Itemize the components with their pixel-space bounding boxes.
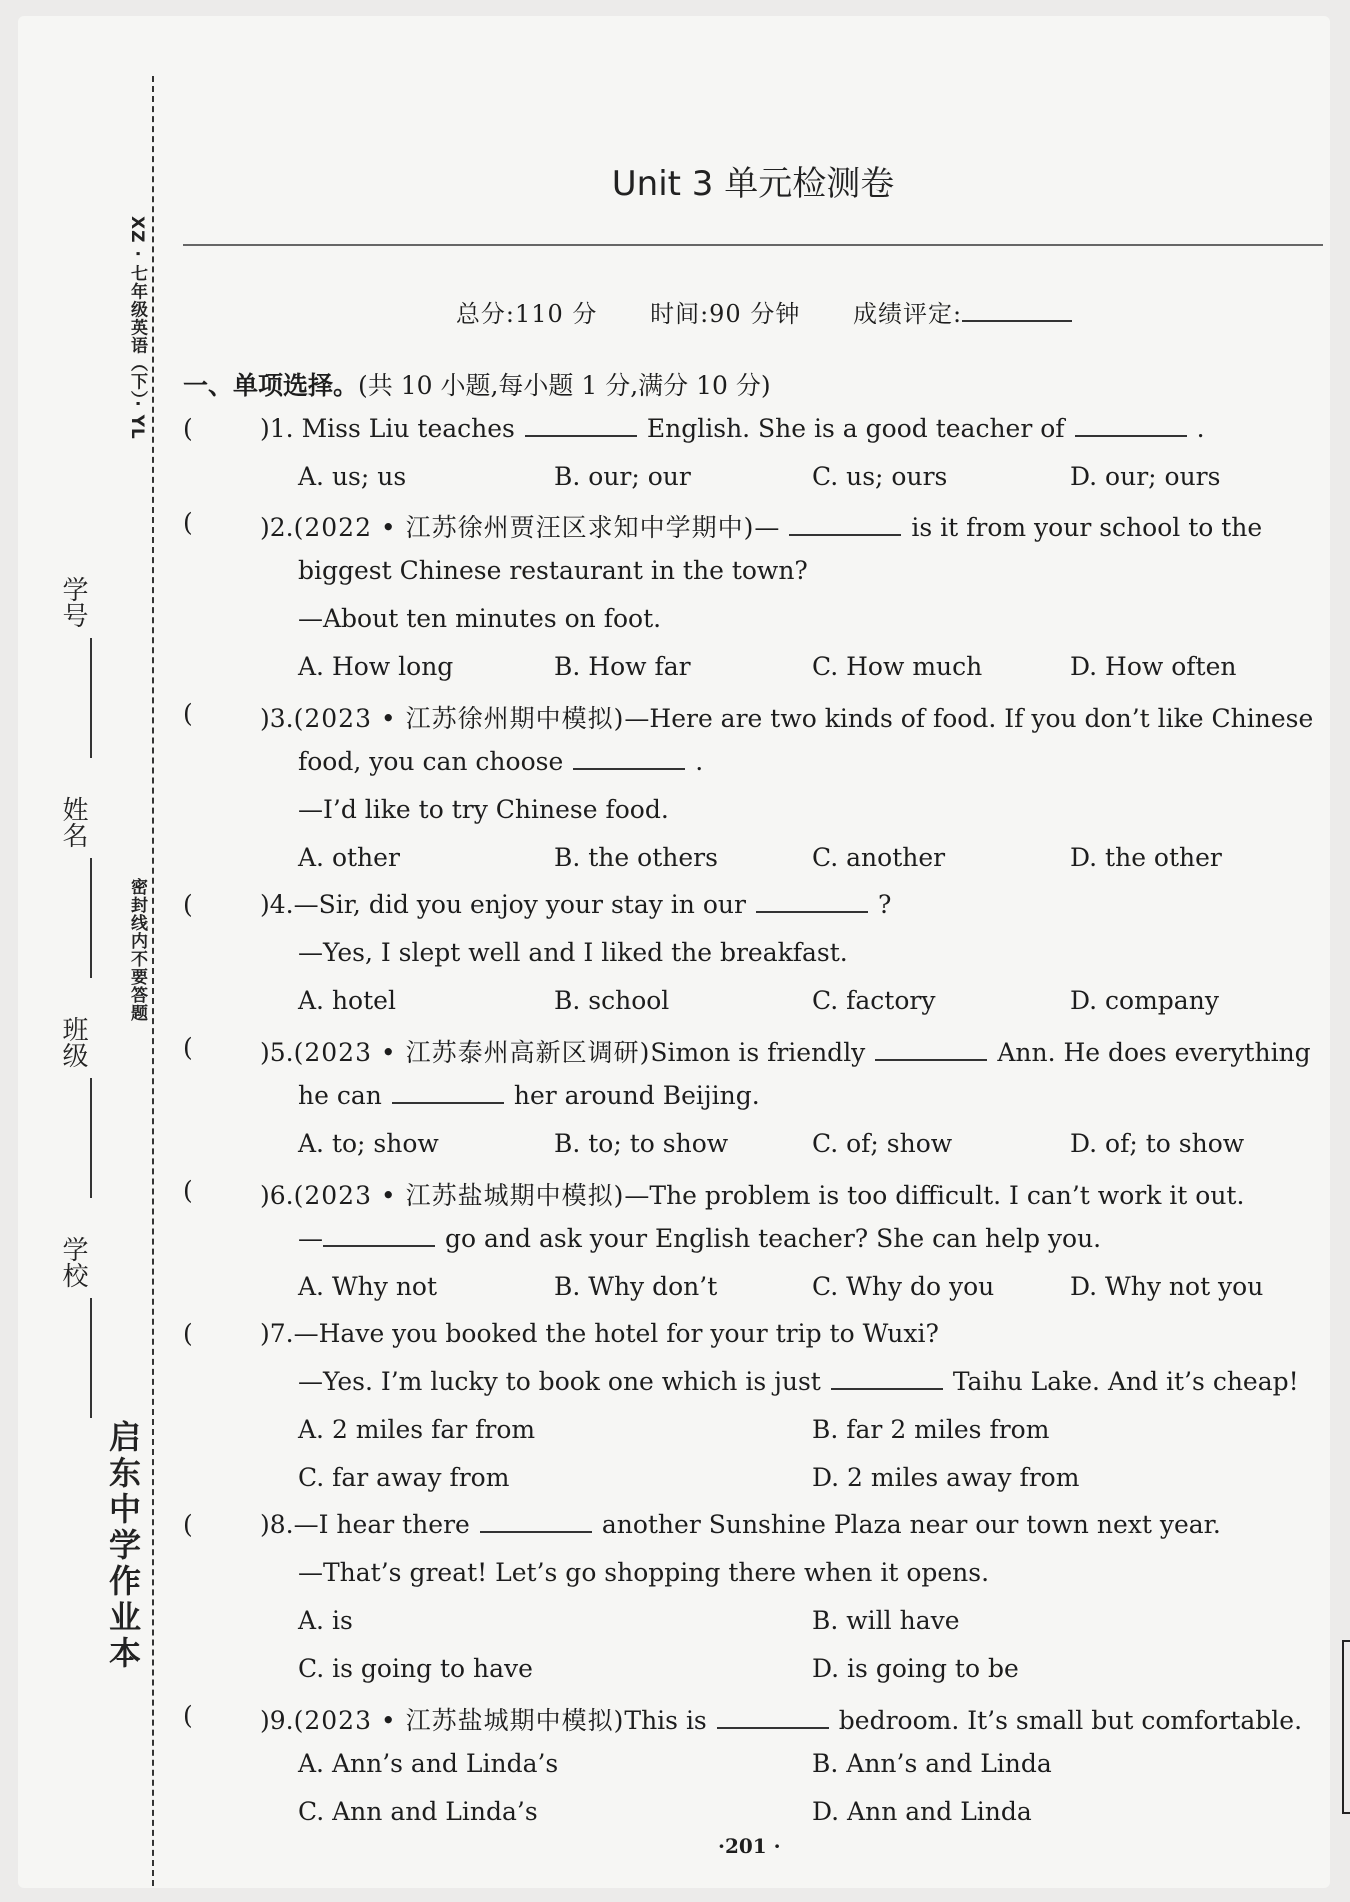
grade-label: 成绩评定:	[852, 300, 963, 328]
option-b[interactable]: B. the others	[554, 843, 718, 872]
brand-label: 启东中学作业本	[104, 1420, 142, 1672]
option-d[interactable]: D. Ann and Linda	[812, 1797, 1032, 1826]
title-divider	[183, 244, 1323, 246]
total-score: 总分:110 分	[455, 300, 598, 328]
answer-blank[interactable]	[480, 1511, 592, 1533]
answer-paren[interactable]: (	[183, 890, 193, 919]
seal-dashed-line	[152, 76, 154, 1886]
answer-paren[interactable]: (	[183, 1701, 193, 1730]
option-a[interactable]: A. 2 miles far from	[298, 1415, 536, 1444]
option-b[interactable]: B. our; our	[554, 462, 691, 491]
option-c[interactable]: C. How much	[812, 652, 983, 681]
option-b[interactable]: B. school	[554, 986, 670, 1015]
answer-blank[interactable]	[717, 1707, 829, 1729]
option-d[interactable]: D. company	[1070, 986, 1219, 1015]
time-limit: 时间:90 分钟	[650, 300, 801, 328]
option-b[interactable]: B. Why don’t	[554, 1272, 718, 1301]
option-b[interactable]: B. far 2 miles from	[812, 1415, 1050, 1444]
page-number: ·201 ·	[718, 1834, 781, 1858]
option-c[interactable]: C. another	[812, 843, 946, 872]
option-d[interactable]: D. our; ours	[1070, 462, 1221, 491]
answer-paren[interactable]: (	[183, 1033, 193, 1062]
option-a[interactable]: A. us; us	[298, 462, 407, 491]
answer-paren[interactable]: (	[183, 414, 193, 443]
next-page-edge-box	[1342, 1640, 1350, 1814]
option-a[interactable]: A. other	[298, 843, 400, 872]
option-a[interactable]: A. is	[298, 1606, 353, 1635]
student-id-field[interactable]: 学号	[48, 576, 92, 758]
school-field[interactable]: 学校	[48, 1236, 92, 1418]
exam-meta	[183, 294, 1323, 329]
option-a[interactable]: A. How long	[298, 652, 454, 681]
option-c[interactable]: C. of; show	[812, 1129, 953, 1158]
option-d[interactable]: D. of; to show	[1070, 1129, 1245, 1158]
option-d[interactable]: D. 2 miles away from	[812, 1463, 1080, 1492]
answer-blank[interactable]	[1075, 415, 1187, 437]
option-a[interactable]: A. to; show	[298, 1129, 439, 1158]
name-field[interactable]: 姓名	[48, 796, 92, 978]
option-a[interactable]: A. hotel	[298, 986, 396, 1015]
answer-blank[interactable]	[323, 1225, 435, 1247]
answer-paren[interactable]: (	[183, 508, 193, 537]
answer-paren[interactable]: (	[183, 699, 193, 728]
option-c[interactable]: C. Ann and Linda’s	[298, 1797, 538, 1826]
class-field[interactable]: 班级	[48, 1016, 92, 1198]
option-d[interactable]: D. the other	[1070, 843, 1222, 872]
exam-page: XZ · 七年级英语（下）· YL 密封线内不要答题 启东中学作业本 学号 姓名 班级 学校 Unit 3 单元检测卷 总分:110 分 时间:90 分钟 成绩评定: 一、单项选择。(共 10 小题,每小题 1 分,满分 10 分) ( )1. Miss Liu teaches English. She is a good teacher of . A. us; us B. our; our C. us; ours D. our; ours ( )2.(2022 • 江苏徐州贾汪区求知中学期中)— is it from your school to the biggest Chinese restaurant in the town? —About ten minutes on foot. A. How long B. How far C. How much D. How often ( )3.(2023 • 江苏徐州期中模拟)—Here are two kinds of food. If you don’t like Chinese food, you can choose . —I’d like to try Chinese food. A. other B. the others C. another D. the other ( )4.—Sir, did you enjoy your stay in our ? —Yes, I slept well and I liked the breakfast. A. hotel B. school C. factory D. company ( )5.(2023 • 江苏泰州高新区调研)Simon is friendly Ann. He does everything he can her around Beijing. A. to; show B. to; to show C. of; show D. of; to show ( )6.(2023 • 江苏盐城期中模拟)—The problem is too difficult. I can’t work it out. — go and ask your English teacher? She can help you. A. Why not B. Why don’t C. Why do you D. Why not you ( )7.—Have you booked the hotel for your trip to Wuxi? —Yes. I’m lucky to book one which is just Taihu Lake. And it’s cheap! A. 2 miles far from B. far 2 miles from C. far away from D. 2 miles away from ( )8.—I hear there another Sunshine Plaza near our town next year. —That’s great! Let’s go shopping there when it opens. A. is B. will have C. is going to have D. is going to be ( )9.(2023 • 江苏盐城期中模拟)This is bedroom. It’s small but comfortable. A. Ann’s and Linda’s B. Ann’s and Linda C. Ann and Linda’s D. Ann and Linda ·201 ·	[18, 16, 1330, 1888]
answer-blank[interactable]	[789, 514, 901, 536]
option-b[interactable]: B. to; to show	[554, 1129, 729, 1158]
option-c[interactable]: C. factory	[812, 986, 936, 1015]
answer-blank[interactable]	[756, 891, 868, 913]
option-b[interactable]: B. Ann’s and Linda	[812, 1749, 1052, 1778]
answer-blank[interactable]	[831, 1368, 943, 1390]
grade-blank[interactable]	[962, 300, 1072, 322]
option-d[interactable]: D. Why not you	[1070, 1272, 1264, 1301]
option-d[interactable]: D. is going to be	[812, 1654, 1019, 1683]
answer-paren[interactable]: (	[183, 1176, 193, 1205]
option-c[interactable]: C. is going to have	[298, 1654, 533, 1683]
answer-paren[interactable]: (	[183, 1319, 193, 1348]
series-label: XZ · 七年级英语（下）· YL	[127, 216, 147, 440]
option-c[interactable]: C. Why do you	[812, 1272, 995, 1301]
answer-blank[interactable]	[875, 1039, 987, 1061]
seal-warning: 密封线内不要答题	[127, 878, 147, 1022]
answer-blank[interactable]	[525, 415, 637, 437]
option-c[interactable]: C. us; ours	[812, 462, 948, 491]
option-a[interactable]: A. Why not	[298, 1272, 438, 1301]
option-d[interactable]: D. How often	[1070, 652, 1237, 681]
option-b[interactable]: B. How far	[554, 652, 691, 681]
page-title: Unit 3 单元检测卷	[611, 164, 895, 204]
option-b[interactable]: B. will have	[812, 1606, 960, 1635]
answer-blank[interactable]	[392, 1082, 504, 1104]
answer-blank[interactable]	[573, 748, 685, 770]
section-heading: 一、单项选择。(共 10 小题,每小题 1 分,满分 10 分)	[183, 371, 771, 400]
option-c[interactable]: C. far away from	[298, 1463, 510, 1492]
answer-paren[interactable]: (	[183, 1510, 193, 1539]
option-a[interactable]: A. Ann’s and Linda’s	[298, 1749, 559, 1778]
